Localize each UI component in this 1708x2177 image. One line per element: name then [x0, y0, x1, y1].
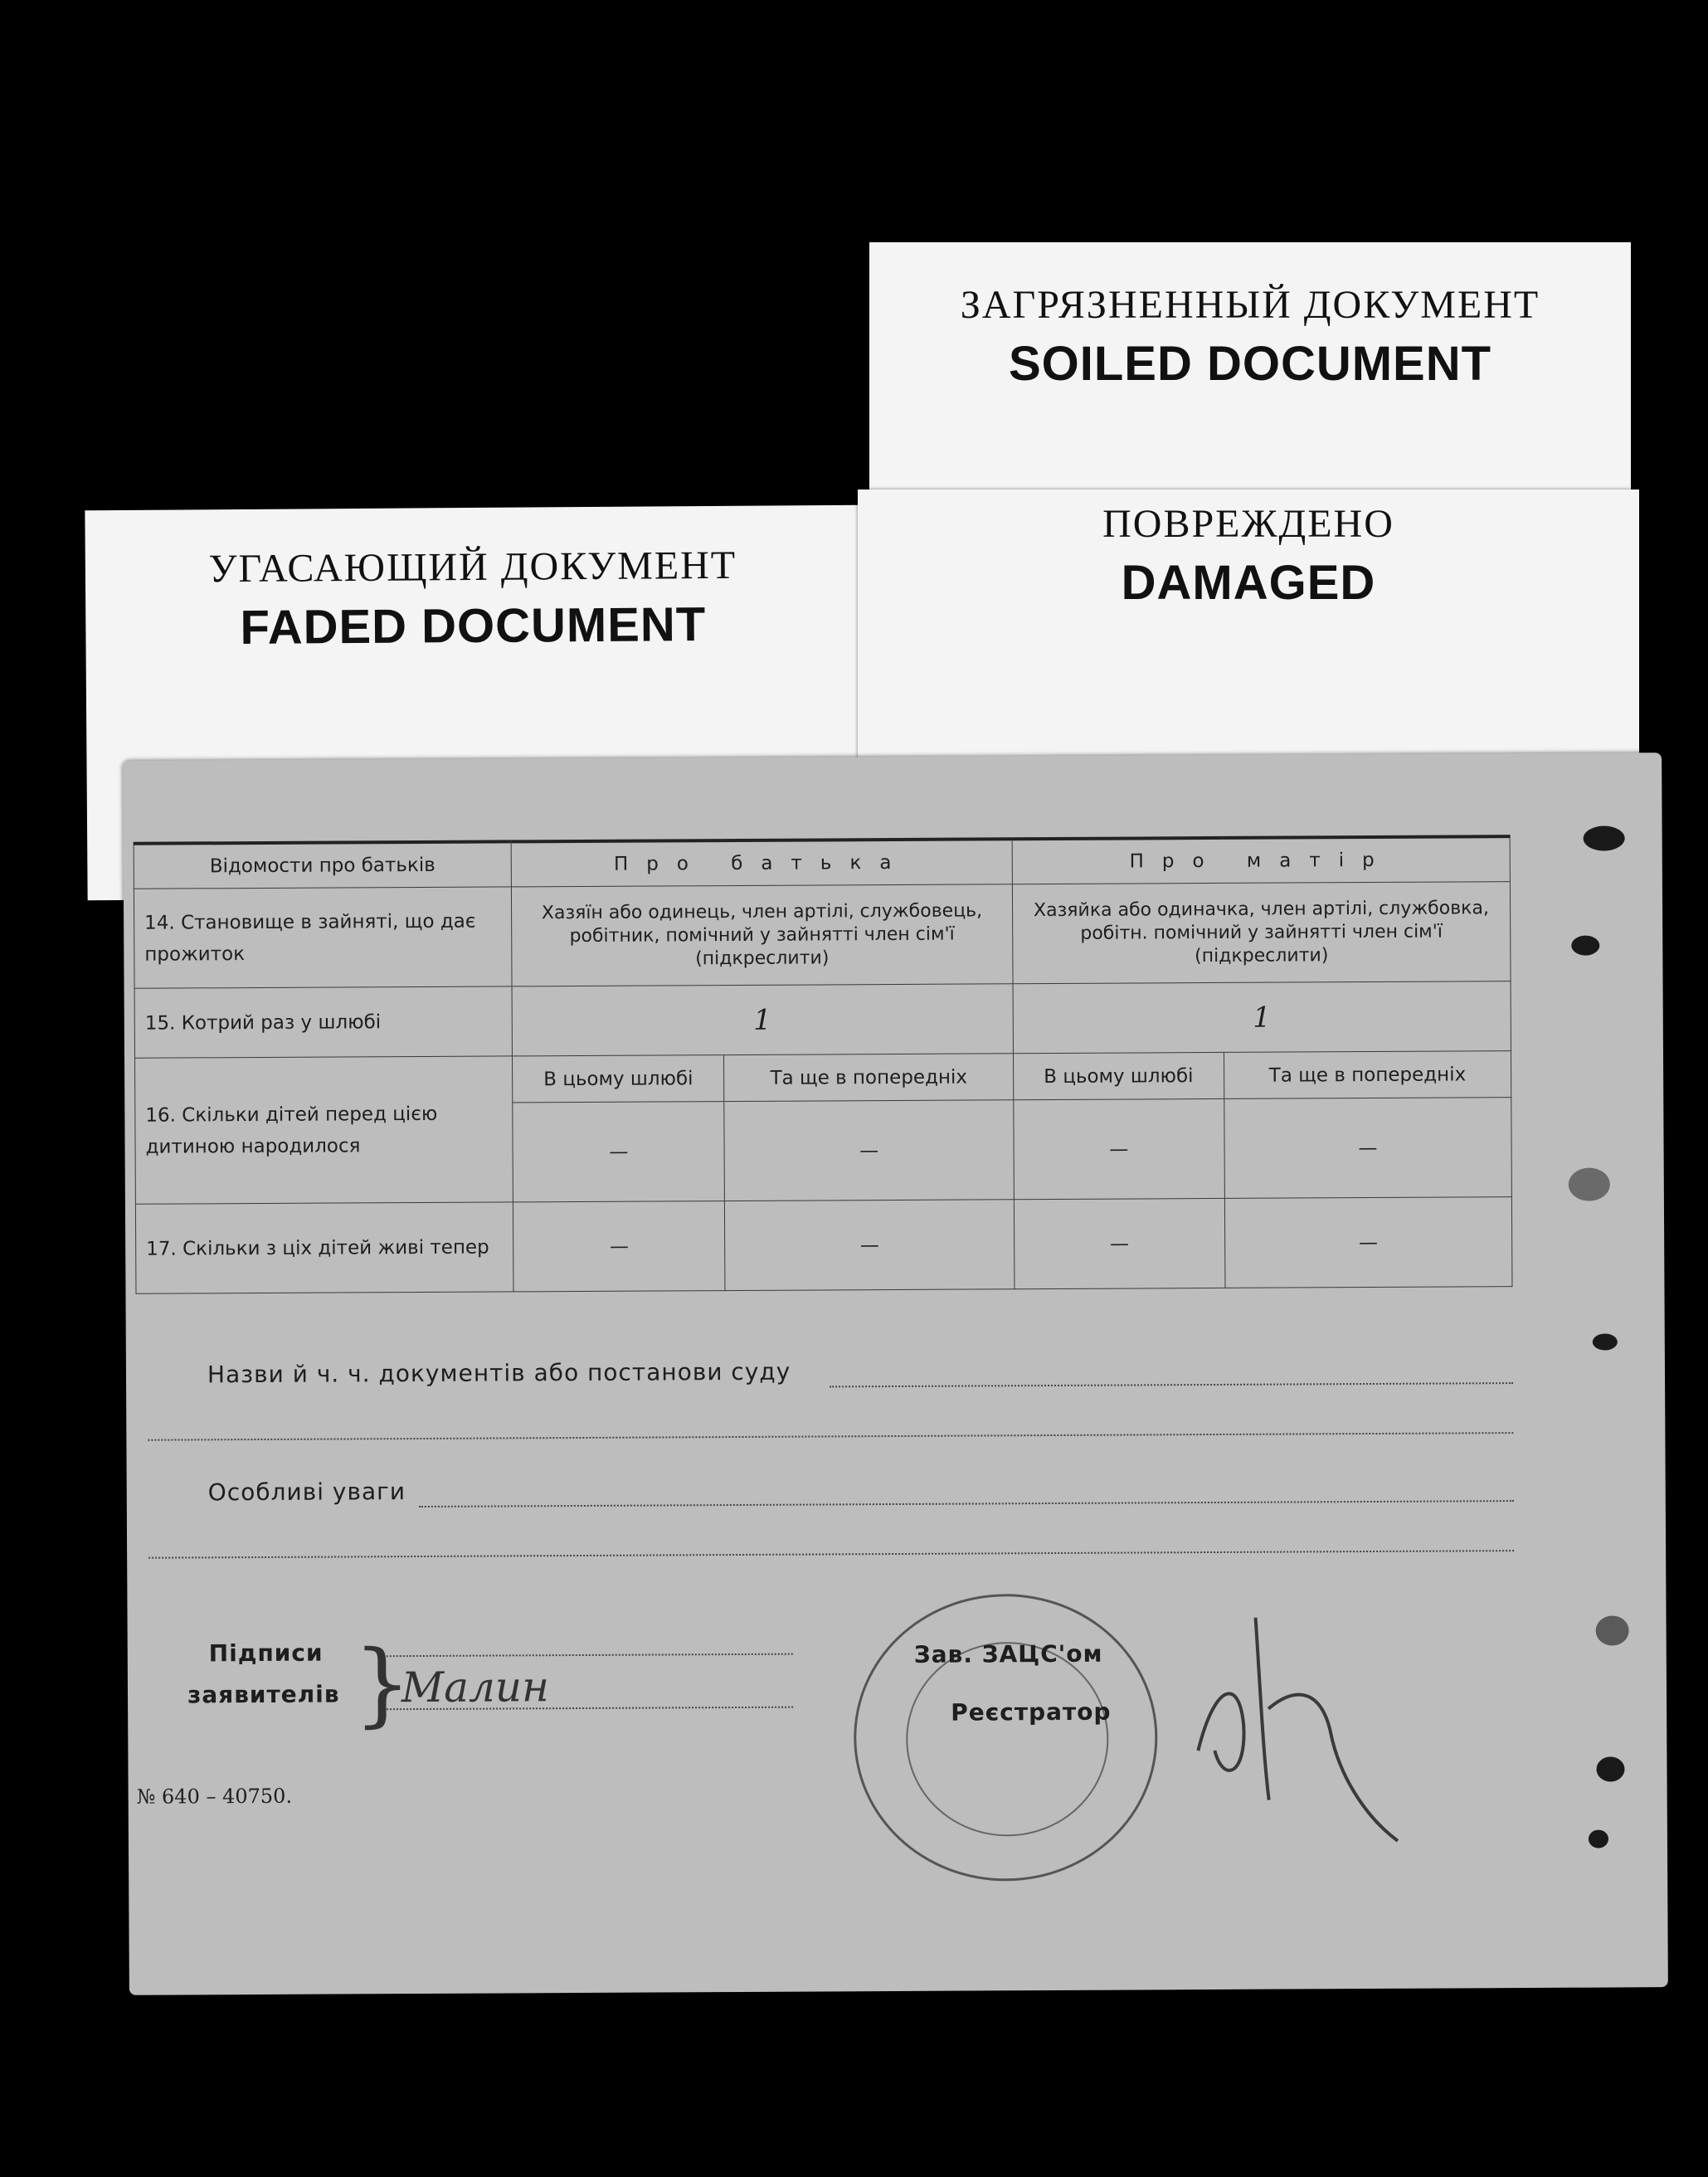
registrar-label: Реєстратор	[951, 1697, 1112, 1727]
remarks-line	[419, 1500, 1514, 1507]
table-row-15	[134, 981, 1511, 1059]
remarks-label: Особливі уваги	[207, 1478, 406, 1507]
row16-value: —	[513, 1102, 725, 1202]
header-mother: Про матір	[1012, 836, 1510, 884]
row14-father-note: Хазяїн або одинець, член артілі, службовець, робітник, помічний у зайнятті член сім'ї (підкреслити)	[511, 884, 1012, 986]
official-stamp-inner-ring	[906, 1639, 1109, 1837]
registry-form-page	[123, 752, 1668, 1995]
table-row-14	[134, 882, 1511, 989]
subhead-mother-previous: Та ще в попередніх	[1224, 1051, 1511, 1099]
table-row-17	[135, 1197, 1512, 1294]
subhead-father-this: В цьому шлюбі	[512, 1055, 724, 1103]
punch-hole	[1584, 826, 1625, 850]
punch-hole	[1571, 936, 1599, 956]
row16-value: —	[724, 1100, 1014, 1201]
row16-value: —	[1224, 1098, 1511, 1199]
subhead-father-previous: Та ще в попередніх	[724, 1054, 1014, 1102]
damaged-document-label	[858, 489, 1639, 763]
row17-value: —	[513, 1201, 725, 1292]
row15-mother-value: 1	[1013, 981, 1511, 1054]
signatures-label-line1: Підписи	[208, 1639, 324, 1668]
header-father: Про батька	[511, 839, 1012, 887]
documents-label: Назви й ч. ч. документів або постанови суду	[207, 1357, 791, 1389]
punch-hole	[1596, 1615, 1629, 1645]
row15-father-value: 1	[512, 984, 1013, 1056]
row14-mother-note: Хазяйка або одиначка, член артілі, службовка, робітн. помічний у зайнятті член сім'ї (підкреслити)	[1012, 882, 1511, 984]
header-parents-info: Відомости про батьків	[134, 841, 511, 889]
row16-value: —	[1014, 1098, 1224, 1199]
row17-value: —	[1014, 1198, 1224, 1288]
form-number: № 640 – 40750.	[136, 1784, 293, 1809]
punch-hole	[1569, 1167, 1610, 1201]
damaged-label-en: DAMAGED	[1121, 556, 1376, 610]
damaged-label-ru: ПОВРЕЖДЕНО	[1102, 502, 1394, 546]
head-zags-label: Зав. ЗАЦС'ом	[913, 1639, 1103, 1668]
row17-value: —	[1224, 1197, 1512, 1288]
row15-label: 15. Котрий раз у шлюбі	[134, 986, 512, 1058]
punch-hole	[1593, 1333, 1618, 1350]
row14-label: 14. Становище в зайняті, що дає прожиток	[134, 887, 512, 988]
punch-hole	[1589, 1830, 1608, 1848]
signatures-label-line2: заявителів	[187, 1680, 340, 1709]
remarks-line-2	[148, 1550, 1514, 1559]
soiled-label-en: SOILED DOCUMENT	[1008, 337, 1492, 391]
signatures-brace: }	[353, 1630, 412, 1737]
official-stamp	[853, 1593, 1158, 1882]
documents-line-2	[148, 1432, 1513, 1441]
documents-line	[830, 1382, 1513, 1387]
registrar-signature	[1164, 1583, 1464, 1850]
punch-hole	[1596, 1756, 1624, 1781]
soiled-label-ru: ЗАГРЯЗНЕННЫЙ ДОКУМЕНТ	[960, 283, 1540, 327]
table-subheader-row	[134, 1051, 1511, 1105]
row17-value: —	[725, 1200, 1015, 1291]
faded-label-ru: УГАСАЮЩИЙ ДОКУМЕНТ	[208, 543, 737, 592]
soiled-document-label	[869, 242, 1631, 508]
subhead-mother-this: В цьому шлюбі	[1013, 1052, 1224, 1099]
faded-label-en: FADED DOCUMENT	[240, 597, 707, 655]
applicant-signature: Малин	[401, 1663, 550, 1712]
table-header-row	[134, 836, 1510, 889]
row17-label: 17. Скільки з ціх дітей живі тепер	[135, 1202, 513, 1293]
signature-line-1	[387, 1653, 793, 1658]
row16-label: 16. Скільки дітей перед цією дитиною народилося	[134, 1056, 513, 1204]
parents-info-table	[134, 835, 1513, 1294]
